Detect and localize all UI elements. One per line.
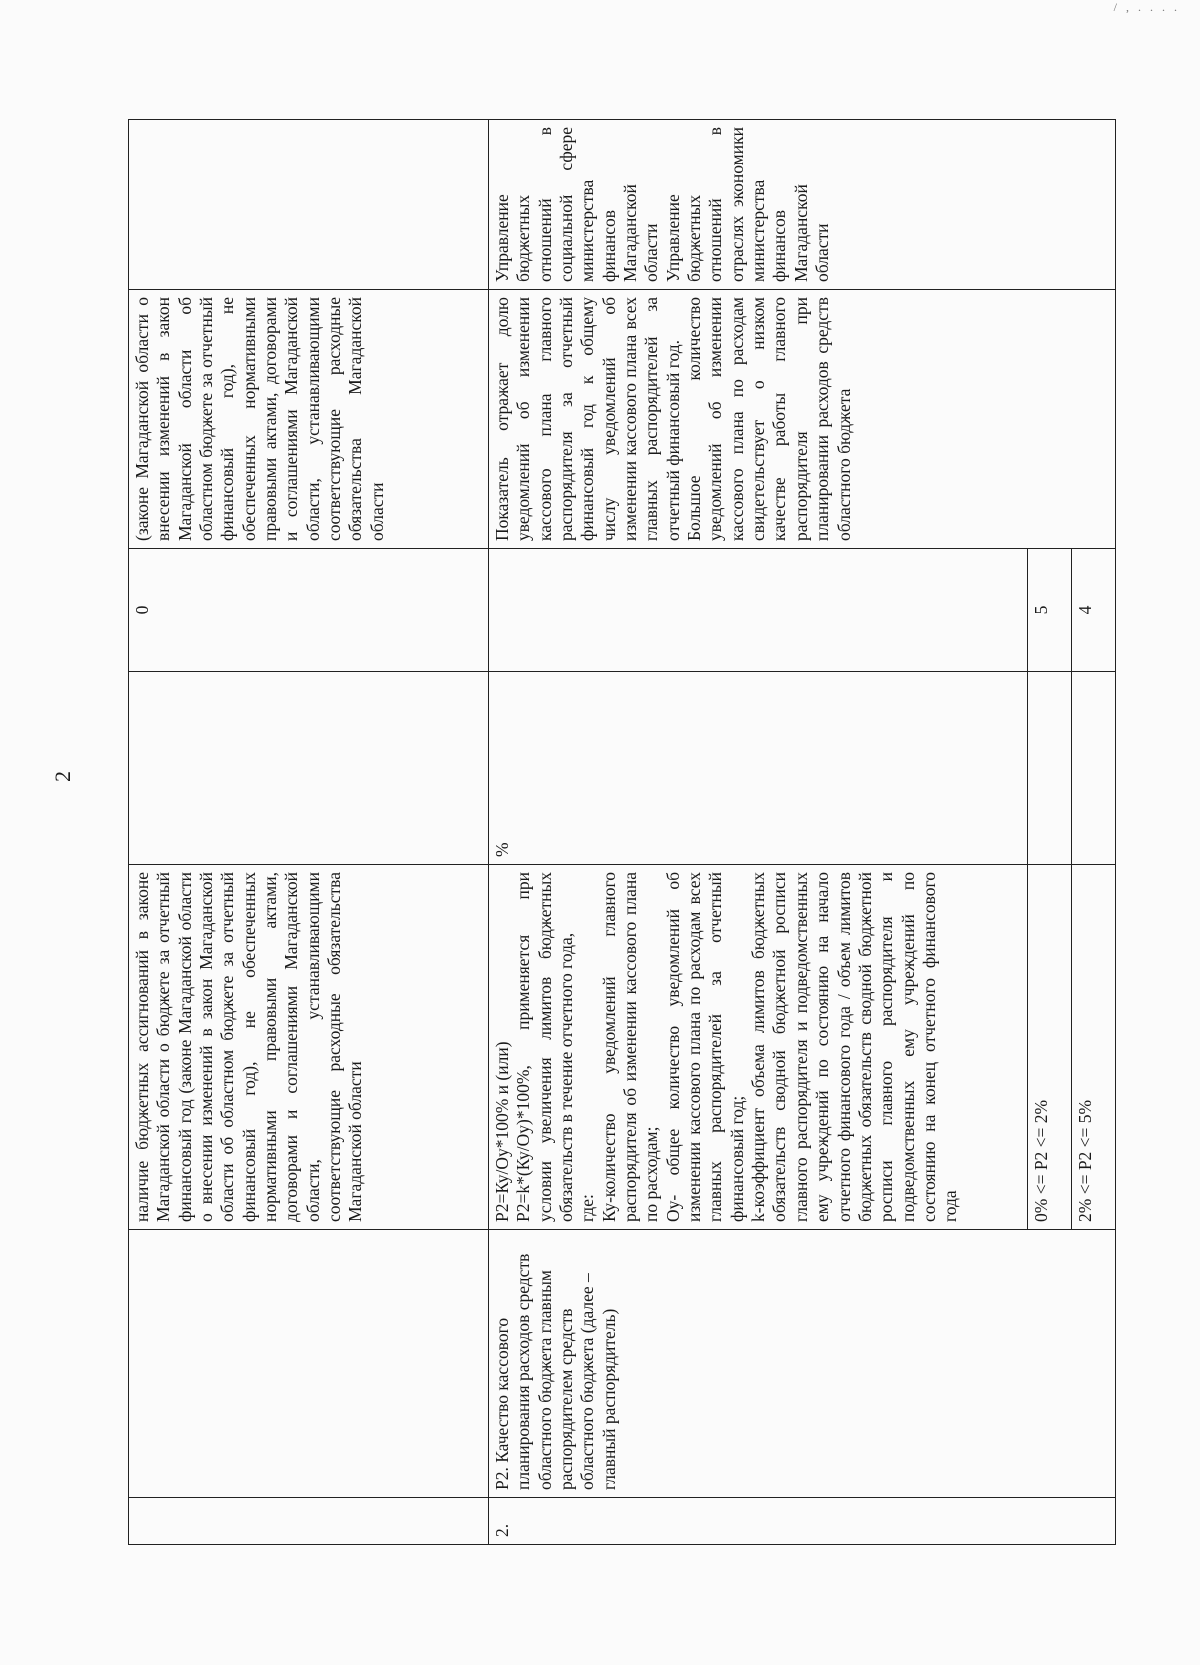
- score-cell: [489, 549, 1028, 672]
- comment-paragraph: Показатель отражает долю уведомлений об изменении кассового плана главного распорядителя за отчетный финансовый год к общему числу уведомлений об изменении кассового плана всех главных распорядителей за отчетный финансовый год.: [492, 297, 683, 541]
- formula-line: Оу- общее количество уведомлений об изменении кассового плана по расходам всех главных распорядителей за отчетный финансовый год;: [662, 872, 747, 1222]
- formula-line: k-коэффициент объема лимитов бюджетных обязательств сводной бюджетной росписи главного распорядителя и подведомственных ему учреждений по состоянию на начало отчетного финансового года / объем лимитов бюджетных обязательств сводной бюджетной росписи главного распорядителя и подведомственных ему учреждений по состоянию на конец отчетного финансового года: [748, 872, 961, 1222]
- formula-line: Ку-количество уведомлений главного распорядителя об изменении кассового плана по расходам;: [598, 872, 662, 1222]
- indicator-cell: [129, 1230, 489, 1498]
- criteria-unit: [1072, 672, 1116, 865]
- responsible-paragraph: Управление бюджетных отношений в социальной сфере министерства финансов Магаданской области: [492, 127, 662, 282]
- criteria-score: 4: [1072, 549, 1116, 672]
- row-number-cell: [129, 1498, 489, 1545]
- table-row: [129, 120, 489, 1545]
- formula-cell: наличие бюджетных ассигнований в законе Магаданской области о бюджете за отчетный финансовый год (законе Магаданской области о внесении изменений в закон Магаданской области об областном бюджете за отчетный финансовый год), не обеспеченных нормативными правовыми актами, договорами и соглашениями Магаданской области, устанавливающими соответствующие расходные обязательства Магаданской области: [129, 865, 489, 1230]
- criteria-table: [128, 119, 1116, 1545]
- table-row: [489, 120, 1028, 1545]
- row-number-cell: 2.: [489, 1498, 1116, 1545]
- scan-marks: / , . . . .: [1113, 0, 1180, 14]
- formula-line: Р2=Ку/Оу*100% и (или): [492, 1041, 512, 1222]
- score-cell: 0: [129, 549, 489, 672]
- criteria-condition: 0% <= Р2 <= 2%: [1028, 865, 1072, 1230]
- formula-cell: [489, 865, 1028, 1230]
- unit-cell: %: [489, 672, 1028, 865]
- responsible-paragraph: Управление бюджетных отношений в отраслях экономики министерства финансов Магаданской области: [662, 127, 833, 282]
- comment-cell: (законе Магаданской области о внесении изменений в закон Магаданской области об областном бюджете за отчетный финансовый год), не обеспеченных нормативными правовыми актами, договорами и соглашениями Магаданской области, устанавливающими соответствующие расходные обязательства Магаданской области: [129, 290, 489, 549]
- comment-paragraph: Большое количество уведомлений об изменении кассового плана по расходам свидетельствует о низком качестве работы главного распорядителя при планировании расходов средств областного бюджета: [684, 297, 854, 541]
- criteria-score: 5: [1028, 549, 1072, 672]
- comment-cell: [489, 290, 1116, 549]
- rotated-table-sheet: [128, 120, 1116, 1545]
- unit-cell: [129, 672, 489, 865]
- formula-line: где:: [577, 1194, 598, 1222]
- indicator-cell: Р2. Качество кассового планирования расходов средств областного бюджета главным распорядителем средств областного бюджета (далее – главный распорядитель): [489, 1230, 1116, 1498]
- page-number: 2: [50, 771, 75, 782]
- criteria-condition: 2% <= Р2 <= 5%: [1072, 865, 1116, 1230]
- responsible-cell: [489, 120, 1116, 290]
- criteria-unit: [1028, 672, 1072, 865]
- responsible-cell: [129, 120, 489, 290]
- formula-line: Р2=k*(Ку/Оу)*100%, применяется при условии увеличения лимитов бюджетных обязательств в течение отчетного года,: [513, 872, 577, 1222]
